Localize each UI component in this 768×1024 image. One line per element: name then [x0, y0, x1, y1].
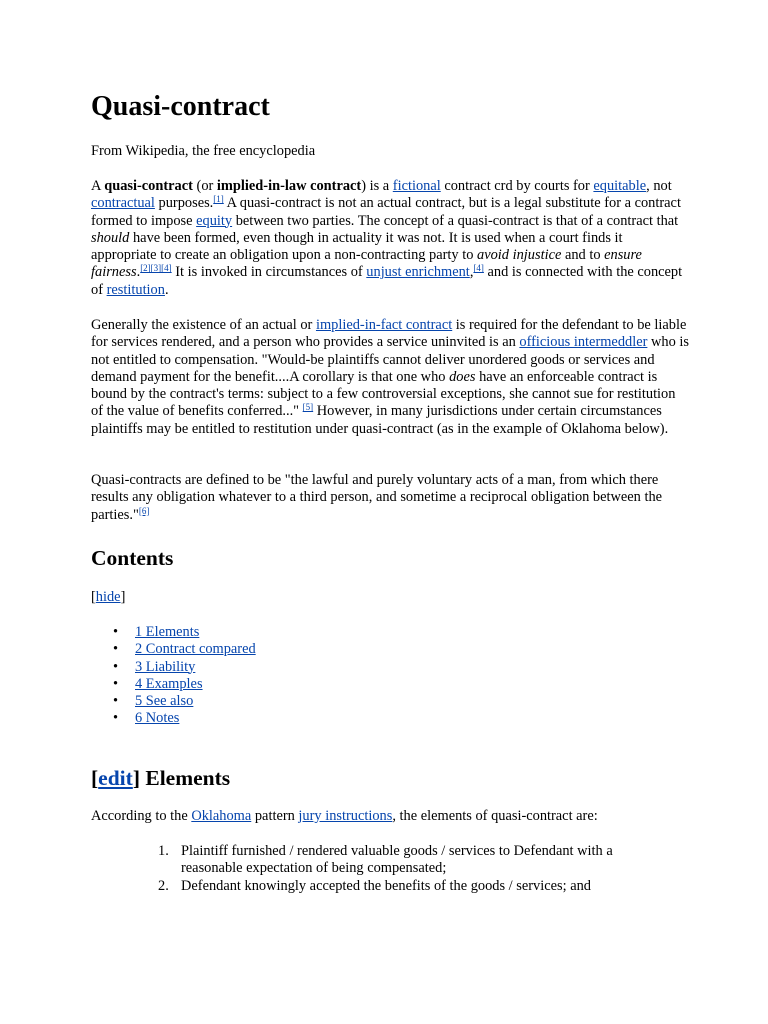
toc-toggle [91, 589, 125, 606]
text: Generally the existence of an actual or [91, 317, 316, 333]
contents-heading: Contents [91, 546, 174, 570]
hide-toc-link[interactable]: hide [95, 589, 121, 605]
body-paragraph-3 [91, 472, 691, 524]
link-contractual[interactable]: contractual [91, 195, 155, 212]
text: have an enforceable contract is bound by the contract's terms: subject to a few controversial exceptions, she cannot sue for restitution of the value of benefits conferred..." [91, 368, 676, 420]
link-oklahoma[interactable]: Oklahoma [191, 808, 252, 824]
reference-link-4[interactable]: [4] [473, 263, 484, 274]
bullet-icon: • [113, 693, 119, 710]
text: It is invoked in circumstances of [171, 264, 367, 281]
list-item-text: Defendant knowingly accepted the benefits of the goods / services; and [181, 877, 591, 894]
elements-heading [91, 765, 230, 791]
text: A [91, 178, 105, 194]
toc-item [91, 659, 256, 676]
text: , the elements of quasi-contract are: [392, 808, 598, 824]
link-officious-intermeddler[interactable]: officious intermeddler [519, 334, 648, 351]
intro-paragraph [91, 178, 691, 299]
toc-link-contract-compared[interactable]: 2 Contract compared [135, 641, 256, 658]
text: According to the [91, 808, 192, 824]
bullet-icon: • [113, 658, 119, 675]
text: However, in many jurisdictions under certain circumstances plaintiffs may be entitled to restitution under quasi-contract (as in the example of Oklahoma below). [91, 403, 669, 437]
text: have been formed, even though in actuality it was not. It is used when a court finds it appropriate to create an obligation upon a non-contracting party to [91, 229, 623, 264]
italic-does: does [449, 368, 476, 385]
italic-ensure-fairness: ensure fairness [91, 247, 642, 281]
text: who is not entitled to compensation. "Would-be plaintiffs cannot deliver unordered goods or services and demand payment for the benefit....A corollary is that one who [91, 334, 689, 385]
link-equity[interactable]: equity [196, 212, 233, 229]
bullet-icon: • [113, 675, 119, 692]
bullet-icon: • [113, 624, 119, 640]
toc-item [91, 641, 256, 658]
bracket-close: ] [120, 589, 126, 605]
text: , not [646, 178, 672, 194]
toc-link-see-also[interactable]: 5 See also [135, 693, 194, 710]
page-subtitle: From Wikipedia, the free encyclopedia [91, 143, 316, 159]
bold-term-quasi-contract: quasi-contract [104, 178, 193, 194]
text: is required for the defendant to be liable for services rendered, and a person who provides a service uninvited is an [91, 317, 687, 351]
link-implied-in-fact-contract[interactable]: implied-in-fact contract [315, 317, 453, 333]
bullet-icon: • [113, 710, 119, 727]
elements-heading-text: Elements [139, 766, 231, 790]
italic-avoid-injustice: avoid injustice [477, 247, 562, 264]
italic-should: should [91, 229, 130, 246]
toc-link-examples[interactable]: 4 Examples [135, 675, 203, 692]
list-item-text: Plaintiff furnished / rendered valuable goods / services to Defendant with a reasonable expectation of being compensated; [181, 843, 613, 877]
body-paragraph-2 [91, 317, 691, 438]
text: pattern [251, 808, 299, 824]
bracket-open: [ [91, 589, 96, 605]
reference-link-5[interactable]: [5] [302, 402, 314, 413]
text: between two parties. The concept of a quasi-contract is that of a contract that [232, 212, 679, 229]
toc-link-elements[interactable]: 1 Elements [135, 624, 200, 640]
bullet-icon: • [113, 641, 119, 658]
bracket-close: ] [132, 766, 140, 790]
list-item [158, 877, 651, 895]
table-of-contents [91, 624, 256, 728]
text: contract crd by courts for [440, 178, 594, 194]
elements-list [158, 843, 651, 895]
edit-section-link[interactable]: edit [98, 766, 133, 790]
reference-link-1[interactable]: [1] [213, 194, 224, 205]
list-number: 2. [158, 877, 169, 894]
link-restitution[interactable]: restitution [106, 281, 165, 298]
list-item [158, 843, 651, 878]
list-number: 1. [158, 843, 169, 859]
text: A quasi-contract is not an actual contract, but is a legal substitute for a contract formed to impose [91, 195, 681, 229]
text: , [469, 264, 474, 281]
reference-link-6[interactable]: [6] [138, 505, 150, 516]
toc-item [91, 693, 256, 710]
text: and is connected with the concept of [91, 264, 683, 298]
reference-link-2-3-4[interactable]: [2][3][4] [140, 263, 172, 274]
link-unjust-enrichment[interactable]: unjust enrichment [366, 264, 470, 281]
text: . [136, 264, 141, 281]
text: (or [192, 178, 217, 194]
toc-item [91, 624, 256, 641]
toc-item [91, 710, 256, 727]
toc-item [91, 676, 256, 693]
elements-intro [91, 808, 598, 825]
text: ) is a [361, 178, 393, 194]
page-title: Quasi-contract [91, 91, 270, 122]
toc-link-liability[interactable]: 3 Liability [135, 658, 196, 675]
toc-link-notes[interactable]: 6 Notes [135, 710, 180, 727]
text: Quasi-contracts are defined to be "the lawful and purely voluntary acts of a man, from which there results any obligation whatever to a third person, and sometime a reciprocal obligation between the parties." [91, 472, 663, 523]
text: . [164, 281, 169, 298]
link-fictional[interactable]: fictional [392, 178, 441, 194]
text: and to [561, 247, 605, 264]
bracket-open: [ [91, 766, 99, 790]
link-jury-instructions[interactable]: jury instructions [298, 808, 393, 824]
link-equitable[interactable]: equitable [593, 178, 647, 194]
text: purposes. [154, 195, 214, 212]
bold-term-implied-in-law: implied-in-law contract [216, 178, 362, 194]
